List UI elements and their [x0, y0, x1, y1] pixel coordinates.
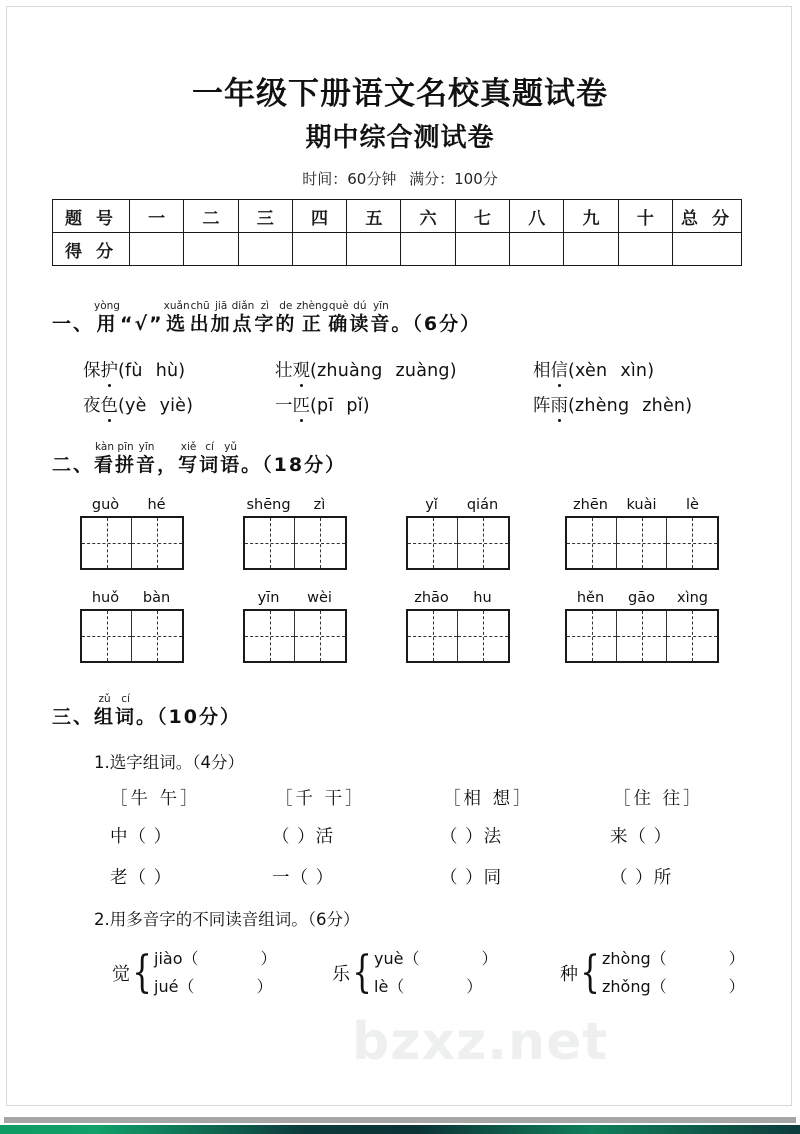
score-table-col-4: 四 — [292, 200, 346, 233]
polyphone-reading-3a[interactable]: zhòng（ ） — [602, 949, 745, 968]
page-subtitle: 期中综合测试卷 — [305, 123, 495, 153]
bottom-green-bar — [0, 1125, 800, 1134]
ruby-du: dú 读 — [349, 300, 371, 335]
section-2-points: 。（18分） — [241, 454, 347, 476]
writing-grid-group-6[interactable] — [243, 590, 347, 663]
ruby-yin2: yīn 音 — [136, 441, 158, 476]
score-table-col-1: 一 — [130, 200, 184, 233]
writing-cell[interactable] — [132, 518, 182, 568]
writing-grid-boxes-8[interactable] — [565, 609, 719, 663]
char-fill-blank-1[interactable]: 中（ ） — [110, 827, 173, 847]
char-fill-blank-6[interactable]: 一（ ） — [272, 868, 335, 888]
score-cell-10[interactable] — [618, 233, 672, 266]
writing-grid-pinyin-6: yīn wèi — [257, 590, 332, 606]
section-2-index: 二、 — [52, 454, 95, 476]
ruby-xuan: xuǎn 选 — [163, 300, 190, 335]
char-fill-blank-3[interactable]: （ ）法 — [440, 827, 503, 847]
polyphone-lines-1 — [154, 945, 277, 1001]
polyphone-reading-3b[interactable]: zhǒng（ ） — [602, 977, 745, 996]
ruby-dian: diǎn 点 — [231, 300, 255, 335]
ruby-zi: zì 字 — [254, 300, 276, 335]
writing-grid-boxes-7[interactable] — [406, 609, 510, 663]
ruby-que: què 确 — [328, 300, 350, 335]
writing-grid-boxes-5[interactable] — [80, 609, 184, 663]
score-cell-6[interactable] — [401, 233, 455, 266]
ruby-zu: zǔ 组 — [94, 693, 116, 728]
polyphone-lines-2 — [374, 945, 497, 1001]
writing-cell[interactable] — [458, 611, 508, 661]
writing-grid-boxes-3[interactable] — [406, 516, 510, 570]
score-table-row-label-1: 题 号 — [53, 200, 130, 233]
sub-question-1-label: 1.选字组词。（4分） — [94, 753, 244, 772]
writing-grid-boxes-2[interactable] — [243, 516, 347, 570]
score-cell-total[interactable] — [673, 233, 742, 266]
writing-grid-pinyin-5: huǒ bàn — [91, 590, 171, 606]
score-cell-1[interactable] — [130, 233, 184, 266]
writing-grid-group-1[interactable] — [80, 497, 184, 570]
writing-grid-pinyin-2: shēng zì — [246, 497, 326, 513]
writing-grid-group-4[interactable] — [565, 497, 719, 570]
table-row-scores — [53, 233, 742, 266]
pinyin-choice-item-4[interactable]: 夜色(yè yiè) — [83, 392, 193, 417]
exam-meta — [0, 168, 800, 189]
score-cell-8[interactable] — [510, 233, 564, 266]
polyphone-group-1[interactable] — [112, 945, 277, 1001]
writing-grid-group-7[interactable] — [406, 590, 510, 663]
score-table-col-6: 六 — [401, 200, 455, 233]
check-mark-symbol: “√” — [119, 313, 164, 335]
dot-marked-char-4: 色 — [101, 392, 119, 417]
polyphone-reading-1a[interactable]: jiào（ ） — [154, 949, 277, 968]
char-fill-blank-5[interactable]: 老（ ） — [110, 868, 173, 888]
polyphone-group-3[interactable] — [560, 945, 745, 1001]
score-cell-9[interactable] — [564, 233, 618, 266]
writing-grid-pinyin-3: yǐ qián — [425, 497, 499, 513]
exam-total-points: 满分：100分 — [409, 170, 498, 188]
ruby-kan: kàn 看 — [94, 441, 116, 476]
sub-question-2-label: 2.用多音字的不同读音组词。（6分） — [94, 910, 360, 929]
polyphone-char-2: 乐 — [332, 964, 350, 985]
score-cell-2[interactable] — [184, 233, 238, 266]
polyphone-reading-1b[interactable]: jué（ ） — [154, 977, 273, 996]
ruby-yong: yòng 用 — [94, 300, 120, 335]
writing-cell[interactable] — [408, 518, 458, 568]
score-table-col-total: 总 分 — [673, 200, 742, 233]
char-choice-bracket-2: ［千 干］ — [275, 789, 366, 809]
dot-marked-char-1: 护 — [101, 357, 119, 382]
section-3-heading — [52, 693, 241, 728]
ruby-de: de 的 — [275, 300, 297, 335]
dot-marked-char-2: 观 — [293, 357, 311, 382]
score-cell-4[interactable] — [292, 233, 346, 266]
writing-cell[interactable] — [132, 611, 182, 661]
polyphone-group-2[interactable] — [332, 945, 497, 1001]
char-choice-bracket-1: ［牛 午］ — [110, 789, 201, 809]
brace-icon: { — [132, 947, 152, 998]
pinyin-choice-item-1[interactable]: 保护(fù hù) — [83, 357, 185, 382]
section-1-heading — [52, 300, 481, 335]
section-3-index: 三、 — [52, 706, 95, 728]
ruby-ci: cí 词 — [199, 441, 221, 476]
writing-grid-group-8[interactable] — [565, 590, 719, 663]
ruby-pin: pīn 拼 — [115, 441, 137, 476]
dot-marked-char-5: 匹 — [293, 392, 311, 417]
writing-cell[interactable] — [617, 518, 667, 568]
table-row-question-numbers — [53, 200, 742, 233]
polyphone-reading-2b[interactable]: lè（ ） — [374, 977, 483, 996]
char-choice-bracket-3: ［相 想］ — [443, 789, 534, 809]
score-table — [52, 199, 742, 266]
ruby-ci2: cí 词 — [115, 693, 137, 728]
score-table-col-8: 八 — [510, 200, 564, 233]
ruby-zheng: zhèng 正 — [296, 300, 329, 335]
exam-duration: 时间：60分钟 — [302, 170, 397, 188]
pinyin-choice-item-2[interactable]: 壮观(zhuàng zuàng) — [275, 357, 457, 382]
brace-icon: { — [352, 947, 372, 998]
writing-grid-boxes-1[interactable] — [80, 516, 184, 570]
writing-cell[interactable] — [82, 518, 132, 568]
brace-icon: { — [580, 947, 600, 998]
writing-cell[interactable] — [667, 518, 717, 568]
writing-grid-boxes-6[interactable] — [243, 609, 347, 663]
section-1-points: 。（6分） — [391, 313, 482, 335]
ruby-chu: chū 出 — [189, 300, 211, 335]
writing-cell[interactable] — [295, 518, 345, 568]
score-table-col-10: 十 — [618, 200, 672, 233]
pinyin-choice-item-3[interactable]: 相信(xèn xìn) — [533, 357, 654, 382]
writing-cell[interactable] — [82, 611, 132, 661]
writing-cell[interactable] — [667, 611, 717, 661]
writing-grid-group-2[interactable] — [243, 497, 347, 570]
writing-grid-group-5[interactable] — [80, 590, 184, 663]
writing-grid-pinyin-4: zhēn kuài lè — [573, 497, 699, 513]
writing-cell[interactable] — [567, 518, 617, 568]
char-fill-blank-8[interactable]: （ ）所 — [610, 868, 673, 888]
polyphone-reading-2a[interactable]: yuè（ ） — [374, 949, 498, 968]
bottom-gray-bar — [4, 1117, 796, 1123]
writing-cell[interactable] — [245, 518, 295, 568]
score-table-col-3: 三 — [238, 200, 292, 233]
ruby-yu: yǔ 语 — [220, 441, 242, 476]
score-cell-5[interactable] — [347, 233, 401, 266]
writing-cell[interactable] — [408, 611, 458, 661]
writing-grid-group-3[interactable] — [406, 497, 510, 570]
score-table-col-7: 七 — [455, 200, 509, 233]
ruby-jia: jiā 加 — [210, 300, 232, 335]
score-table-row-label-2: 得 分 — [53, 233, 130, 266]
section-1-index: 一、 — [52, 313, 95, 335]
page-title: 一年级下册语文名校真题试卷 — [192, 76, 608, 112]
writing-grid-pinyin-8: hěn gāo xìng — [576, 590, 708, 606]
score-table-col-9: 九 — [564, 200, 618, 233]
score-table-col-5: 五 — [347, 200, 401, 233]
writing-cell[interactable] — [458, 518, 508, 568]
polyphone-lines-3 — [602, 945, 745, 1001]
polyphone-char-1: 觉 — [112, 964, 130, 985]
char-fill-blank-2[interactable]: （ ）活 — [272, 827, 335, 847]
char-fill-blank-4[interactable]: 来（ ） — [610, 827, 673, 847]
dot-marked-char-3: 信 — [551, 357, 569, 382]
score-cell-3[interactable] — [238, 233, 292, 266]
section-2-comma: ， — [157, 454, 179, 476]
score-table-col-2: 二 — [184, 200, 238, 233]
pinyin-choice-item-5[interactable]: 一匹(pī pǐ) — [275, 392, 370, 417]
dot-marked-char-6: 雨 — [551, 392, 569, 417]
writing-grid-boxes-4[interactable] — [565, 516, 719, 570]
polyphone-char-3: 种 — [560, 964, 578, 985]
char-choice-bracket-4: ［住 往］ — [613, 789, 704, 809]
ruby-xie: xiě 写 — [178, 441, 200, 476]
section-3-points: 。（10分） — [136, 706, 241, 728]
pinyin-choice-item-6[interactable]: 阵雨(zhèng zhèn) — [533, 392, 692, 417]
ruby-yin: yīn 音 — [370, 300, 392, 335]
section-2-heading — [52, 441, 346, 476]
writing-cell[interactable] — [617, 611, 667, 661]
writing-cell[interactable] — [567, 611, 617, 661]
writing-cell[interactable] — [295, 611, 345, 661]
watermark-text: bzxz.net — [352, 1012, 609, 1072]
writing-grid-pinyin-7: zhāo hu — [414, 590, 492, 606]
score-cell-7[interactable] — [455, 233, 509, 266]
writing-cell[interactable] — [245, 611, 295, 661]
writing-grid-pinyin-1: guò hé — [91, 497, 166, 513]
char-fill-blank-7[interactable]: （ ）同 — [440, 868, 503, 888]
